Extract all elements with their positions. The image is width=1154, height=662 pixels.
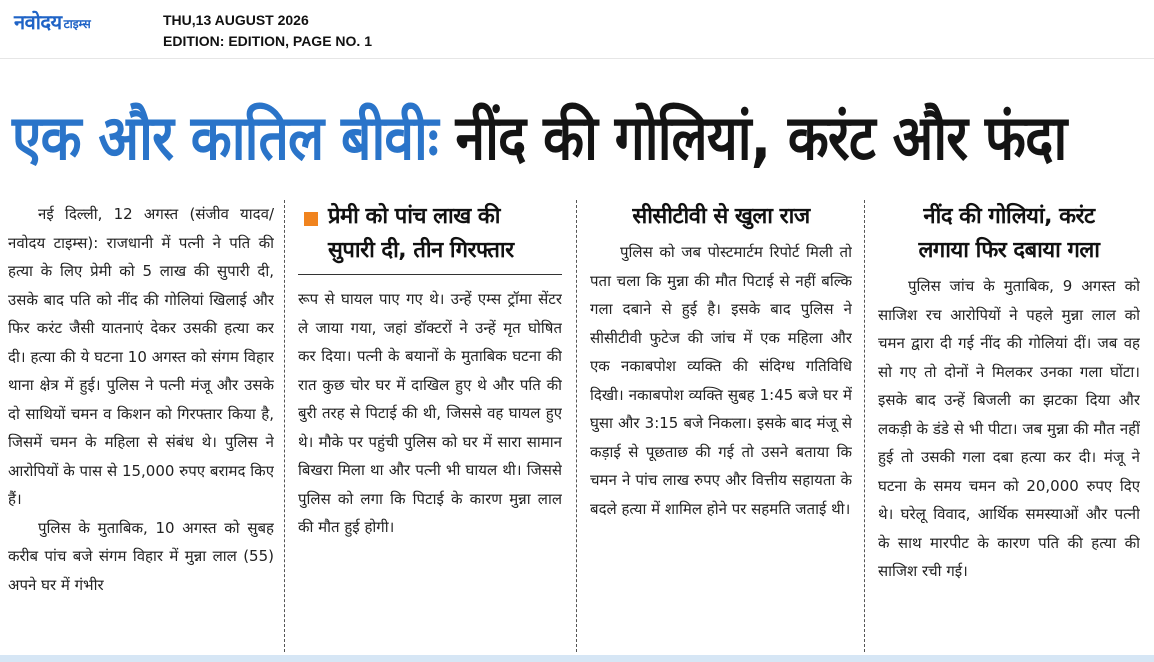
column-2-subhead: [298, 200, 562, 275]
column-divider: [576, 200, 577, 652]
main-headline: [12, 92, 1067, 184]
column-2-paragraph-1: रूप से घायल पाए गए थे। उन्हें एम्स ट्रॉमा सेंटर ले जाया गया, जहां डॉक्टरों ने उन्हें मृत घोषित कर दिया। पत्नी के बयानों के मुताबिक घटना की रात कुछ चोर घर में दाखिल हुए थे और पति की बुरी तरह से पिटाई की थी, जिससे वह घायल हुए थे। मौके पर पहुंची पुलिस को घर में सारा सामान बिखरा मिला था और पत्नी भी घायल थी। जिससे पुलिस को लगा कि पिटाई के कारण मुन्ना लाल की मौत हुई होगी।: [298, 290, 562, 536]
column-2-subhead-line-1: प्रेमी को पांच लाख की: [328, 204, 500, 229]
edition-text: EDITION: EDITION, PAGE NO. 1: [163, 33, 372, 49]
masthead-bar: [0, 0, 1154, 59]
logo-sub-text: टाइम्स: [63, 17, 91, 31]
column-3-subhead: सीसीटीवी से खुला राज: [632, 204, 810, 229]
orange-square-bullet-icon: [304, 212, 318, 226]
logo-main-text: नवोदय: [14, 10, 62, 34]
column-3-paragraph-1: पुलिस को जब पोस्टमार्टम रिपोर्ट मिली तो पता चला कि मुन्ना की मौत पिटाई से नहीं बल्कि गला दबाने से हुई है। इसके बाद पुलिस ने सीसीटीवी फुटेज की जांच में एक महिला और एक नकाबपोश व्यक्ति की संदिग्ध गतिविधि दिखी। नकाबपोश व्यक्ति सुबह 1:45 बजे घर में घुसा और 3:15 बजे निकला। इसके बाद मंजू से कड़ाई से पूछताछ की गई तो उसने बताया कि चमन ने पांच लाख रुपए और वित्तीय सहायता के बदले हत्या में शामिल होने पर सहमति जताई थी।: [590, 243, 852, 518]
column-2-subhead-line-2: सुपारी दी, तीन गिरफ्तार: [328, 238, 514, 263]
column-1-paragraph-1: नई दिल्ली, 12 अगस्त (संजीव यादव/नवोदय टाइम्स): राजधानी में पत्नी ने पति की हत्या के लिए प्रेमी को 5 लाख की सुपारी दी, उसके बाद पति को नींद की गोलियां खिलाई और फिर करंट जैसी यातनाएं देकर उसकी हत्या कर दी। हत्या की ये घटना 10 अगस्त को संगम विहार थाना क्षेत्र में हुई। पुलिस ने पत्नी मंजू और उसके दो साथियों चमन व किशन को गिरफ्तार किया है, जिसमें चमन के महिला से संबंध थे। पुलिस ने आरोपियों के पास से 15,000 रुपए बरामद किए हैं।: [8, 205, 274, 508]
article-column-3: [590, 200, 852, 652]
bottom-accent-bar: [0, 655, 1154, 662]
column-4-subhead-line-1: नींद की गोलियां, करंट: [923, 204, 1095, 229]
headline-part-1: एक और कातिल बीवीः: [12, 101, 438, 174]
newspaper-logo[interactable]: [14, 10, 91, 34]
article-column-2: [298, 200, 562, 652]
headline-part-2: नींद की गोलियां, करंट और फंदा: [437, 101, 1067, 174]
column-divider: [284, 200, 285, 652]
column-4-paragraph-1: पुलिस जांच के मुताबिक, 9 अगस्त को साजिश रच आरोपियों ने पहले मुन्ना लाल को चमन द्वारा दी गई नींद की गोलियां दीं। जब वह सो गए तो दोनों ने मिलकर उनका गला घोंटा। इसके बाद उन्हें बिजली का झटका दिया और लकड़ी के डंडे से भी पीटा। जब मुन्ना की मौत नहीं हुई तो उसकी गला दबा हत्या कर दी। मंजू ने घटना के समय चमन को 20,000 रुपए दिए थे। घरेलू विवाद, आर्थिक समस्याओं और पत्नी के साथ मारपीट के कारण पति की हत्या की साजिश रची गई।: [878, 277, 1140, 580]
article-column-4: [878, 200, 1140, 652]
column-4-subhead-line-2: लगाया फिर दबाया गला: [918, 238, 1100, 263]
dateline: [163, 10, 372, 52]
column-divider: [864, 200, 865, 652]
column-1-paragraph-2: पुलिस के मुताबिक, 10 अगस्त को सुबह करीब पांच बजे संगम विहार में मुन्ना लाल (55) अपने घर में गंभीर: [8, 518, 274, 594]
column-4-subhead: [878, 200, 1140, 268]
article-column-1: [8, 200, 274, 652]
date-text: THU,13 AUGUST 2026: [163, 12, 309, 28]
